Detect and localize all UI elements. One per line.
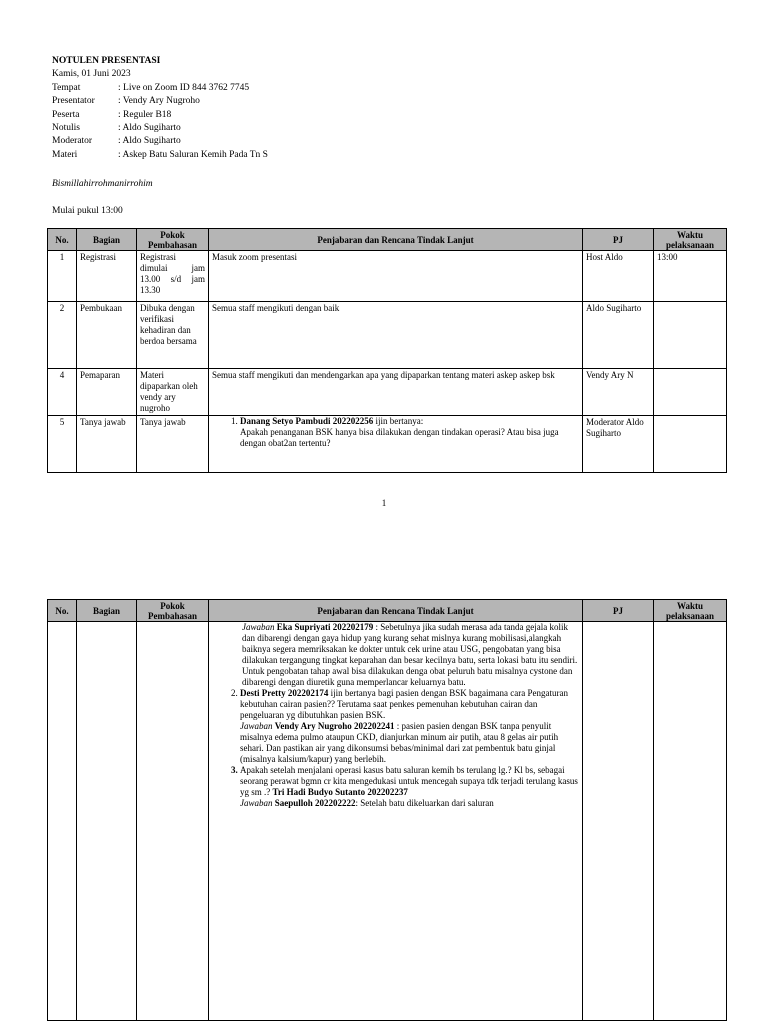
document-header	[52, 55, 268, 162]
col-pokok: Pokok Pembahasan	[137, 229, 209, 251]
table-header-row	[48, 600, 727, 622]
col-pj: PJ	[583, 600, 654, 622]
question-1: 1. Danang Setyo Pambudi 202202256 ijin bertanya: Apakah penanganan BSK hanya bisa dilakukan dengan tindakan operasi? Atau bisa juga dengan obat2an tertentu?	[240, 416, 579, 449]
question-3: 3. Apakah setelah menjalani operasi kasus batu saluran kemih bs terulang lg.? Kl bs, sebagai seorang perawat bgmn cr kita mengedukasi untuk mencegah supaya tdk terjadi terulang kasus yg sm .? Tri Hadi Budyo Sutanto 202202237 Jawaban Saepulloh 202202222: Setelah batu dikeluarkan dari saluran	[240, 765, 579, 809]
page-number: 1	[381, 498, 387, 508]
minutes-table-page-1	[47, 228, 727, 473]
opening-prayer: Bismillahirrohmanirrohim	[52, 179, 153, 189]
start-time: Mulai pukul 13:00	[52, 206, 123, 216]
col-no: No.	[48, 229, 77, 251]
col-bagian: Bagian	[77, 600, 137, 622]
col-waktu: Waktu pelaksanaan	[654, 600, 727, 622]
col-pokok: Pokok Pembahasan	[137, 600, 209, 622]
document-title: NOTULEN PRESENTASI	[52, 56, 161, 66]
col-bagian: Bagian	[77, 229, 137, 251]
col-pj: PJ	[583, 229, 654, 251]
qa-discussion-continued	[209, 622, 583, 1021]
table-row: 1 Registrasi Registrasi dimulai jam 13.00 s/d jam 13.30 Masuk zoom presentasi Host Aldo 13:00	[48, 251, 727, 302]
field-tempat: Tempat : Live on Zoom ID 844 3762 7745	[52, 82, 250, 93]
col-penjabaran: Penjabaran dan Rencana Tindak Lanjut	[209, 229, 583, 251]
table-row	[48, 622, 727, 1021]
field-peserta: Peserta : Reguler B18	[52, 109, 172, 120]
qa-discussion-start	[209, 416, 583, 473]
field-notulis: Notulis : Aldo Sugiharto	[52, 123, 181, 134]
field-presentator: Presentator : Vendy Ary Nugroho	[52, 96, 200, 107]
col-waktu: Waktu pelaksanaan	[654, 229, 727, 251]
meeting-date: Kamis, 01 Juni 2023	[52, 69, 131, 80]
field-moderator: Moderator : Aldo Sugiharto	[52, 136, 181, 147]
question-2: 2. Desti Pretty 202202174 ijin bertanya bagi pasien dengan BSK bagaimana cara Pengaturan kebutuhan cairan pasien?? Terutama saat penkes pemenuhan kebutuhan cairan dan pengeluaran yg dibutuhkan pasien BSK. Jawaban Vendy Ary Nugroho 202202241 : pasien pasien dengan BSK tanpa penyulit misalnya edema pulmo ataupun CKD, dianjurkan minum air putih, atau 8 gelas air putih sehari. Dan pastikan air yang dikonsumsi bebas/minimal dari zat pembentuk batu ginjal (misalnya kalsium/kapur) yang berlebih.	[240, 688, 579, 765]
table-row: 5 Tanya jawab Tanya jawab 1. Danang Setyo Pambudi 202202256 ijin bertanya: Apakah penanganan BSK hanya bisa dilakukan dengan tindakan operasi? Atau bisa juga dengan obat2an tertentu? Moderator Aldo Sugiharto	[48, 416, 727, 473]
minutes-table-page-2	[47, 599, 727, 1021]
col-penjabaran: Penjabaran dan Rencana Tindak Lanjut	[209, 600, 583, 622]
field-materi: Materi : Askep Batu Saluran Kemih Pada Tn S	[52, 149, 268, 160]
table-header-row	[48, 229, 727, 251]
table-row: 4 Pemaparan Materi dipaparkan oleh vendy ary nugroho Semua staff mengikuti dan mendengarkan apa yang dipaparkan tentang materi askep askep bsk Vendy Ary N	[48, 369, 727, 416]
answer-1: Jawaban Eka Supriyati 202202179 : Sebetulnya jika sudah merasa ada tanda gejala kolik dan dibarengi dengan gaya hidup yang kurang sehat mislnya kurang mobilisasi,alangkah baiknya segera memriksakan ke dokter untuk cek urine atau USG, pengobatan yang bisa dilakukan tergangung tingkat keparahan dan besar kecilnya batu, serta lokasi batu itu sendiri. Untuk pengobatan tahap awal bisa dilakukan denga obat peluruh batu misalnya cystone dan dibarengi dengan diuretik guna memperlancar keluarnya batu.	[242, 622, 578, 687]
table-row: 2 Pembukaan Dibuka dengan verifikasi kehadiran dan berdoa bersama Semua staff mengikuti dengan baik Aldo Sugiharto	[48, 302, 727, 369]
col-no: No.	[48, 600, 77, 622]
